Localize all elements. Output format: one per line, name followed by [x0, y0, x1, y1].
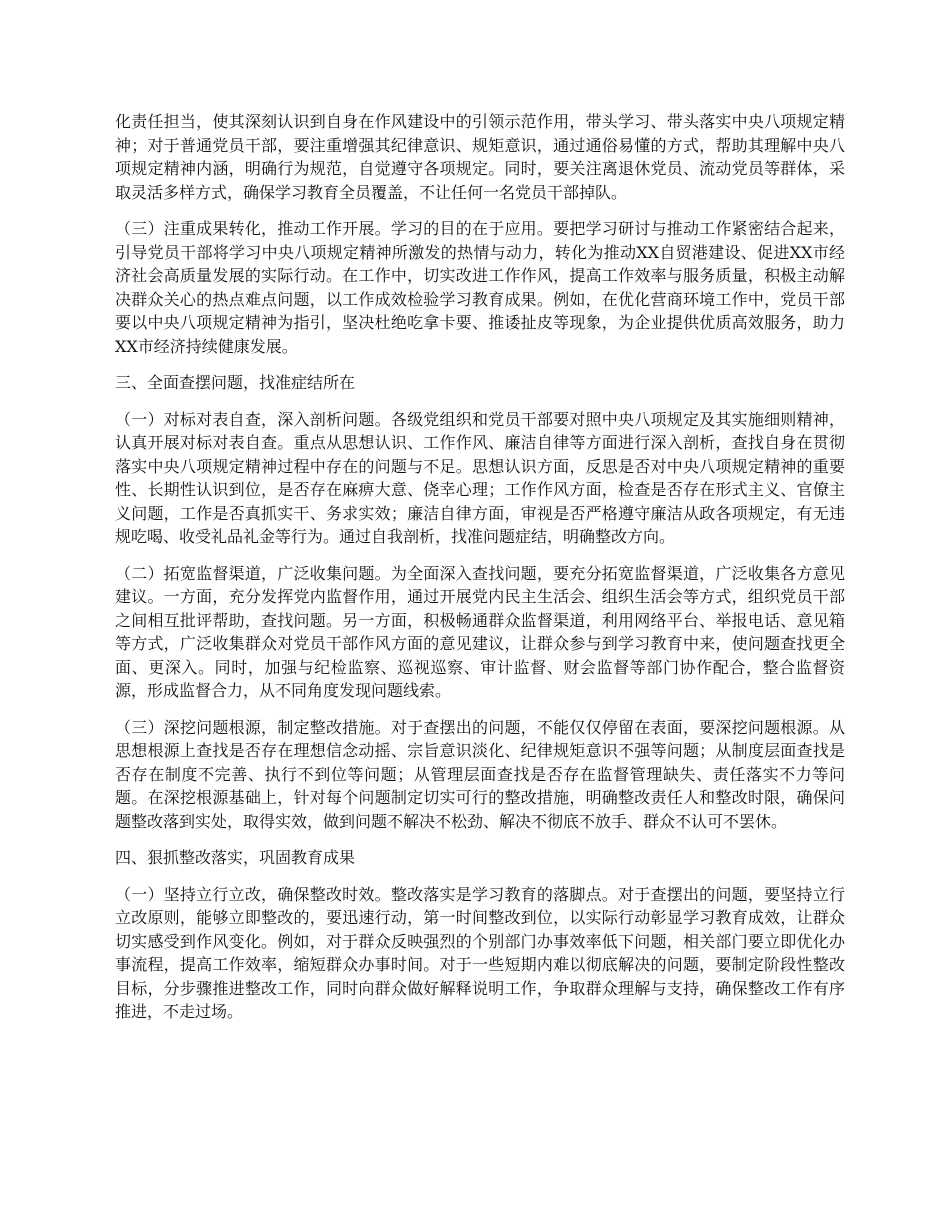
section-heading: 四、狠抓整改落实，巩固教育成果 [115, 848, 356, 867]
paragraph: 化责任担当，使其深刻认识到自身在作风建设中的引领示范作用，带头学习、带头落实中央八项规定精神；对于普通党员干部，要注重增强其纪律意识、规矩意识，通过通俗易懂的方式，帮助其理解中央八项规定精神内涵，明确行为规范，自觉遵守各项规定。同时，要关注离退休党员、流动党员等群体，采取灵活多样方式，确保学习教育全员覆盖，不让任何一名党员干部掉队。 [115, 112, 845, 202]
section-heading: 三、全面查摆问题，找准症结所在 [115, 373, 356, 392]
paragraph: （一）对标对表自查，深入剖析问题。各级党组织和党员干部要对照中央八项规定及其实施细则精神，认真开展对标对表自查。重点从思想认识、工作作风、廉洁自律等方面进行深入剖析，查找自身在贯彻落实中央八项规定精神过程中存在的问题与不足。思想认识方面，反思是否对中央八项规定精神的重要性、长期性认识到位，是否存在麻痹大意、侥幸心理；工作作风方面，检查是否存在形式主义、官僚主义问题，工作是否真抓实干、务求实效；廉洁自律方面，审视是否严格遵守廉洁从政各项规定，有无违规吃喝、收受礼品礼金等行为。通过自我剖析，找准问题症结，明确整改方向。 [115, 409, 845, 546]
paragraph: （三）注重成果转化，推动工作开展。学习的目的在于应用。要把学习研讨与推动工作紧密结合起来，引导党员干部将学习中央八项规定精神所激发的热情与动力，转化为推动XX自贸港建设、促进XX市经济社会高质量发展的实际行动。在工作中，切实改进工作作风，提高工作效率与服务质量，积极主动解决群众关心的热点难点问题，以工作成效检验学习教育成果。例如，在优化营商环境工作中，党员干部要以中央八项规定精神为指引，坚决杜绝吃拿卡要、推诿扯皮等现象，为企业提供优质高效服务，助力XX市经济持续健康发展。 [115, 219, 845, 356]
document-body [115, 110, 845, 1037]
paragraph: （一）坚持立行立改，确保整改时效。整改落实是学习教育的落脚点。对于查摆出的问题，要坚持立行立改原则，能够立即整改的，要迅速行动，第一时间整改到位，以实际行动彰显学习教育成效，让群众切实感受到作风变化。例如，对于群众反映强烈的个别部门办事效率低下问题，相关部门要立即优化办事流程，提高工作效率，缩短群众办事时间。对于一些短期内难以彻底解决的问题，要制定阶段性整改目标，分步骤推进整改工作，同时向群众做好解释说明工作，争取群众理解与支持，确保整改工作有序推进，不走过场。 [115, 884, 845, 1021]
paragraph: （三）深挖问题根源，制定整改措施。对于查摆出的问题，不能仅仅停留在表面，要深挖问题根源。从思想根源上查找是否存在理想信念动摇、宗旨意识淡化、纪律规矩意识不强等问题；从制度层面查找是否存在制度不完善、执行不到位等问题；从管理层面查找是否存在监督管理缺失、责任落实不力等问题。在深挖根源基础上，针对每个问题制定切实可行的整改措施，明确整改责任人和整改时限，确保问题整改落到实处，取得实效，做到问题不解决不松劲、解决不彻底不放手、群众不认可不罢休。 [115, 717, 845, 831]
paragraph: （二）拓宽监督渠道，广泛收集问题。为全面深入查找问题，要充分拓宽监督渠道，广泛收集各方意见建议。一方面，充分发挥党内监督作用，通过开展党内民主生活会、组织生活会等方式，组织党员干部之间相互批评帮助，查找问题。另一方面，积极畅通群众监督渠道，利用网络平台、举报电话、意见箱等方式，广泛收集群众对党员干部作风方面的意见建议，让群众参与到学习教育中来，使问题查找更全面、更深入。同时，加强与纪检监察、巡视巡察、审计监督、财会监督等部门协作配合，整合监督资源，形成监督合力，从不同角度发现问题线索。 [115, 563, 845, 700]
